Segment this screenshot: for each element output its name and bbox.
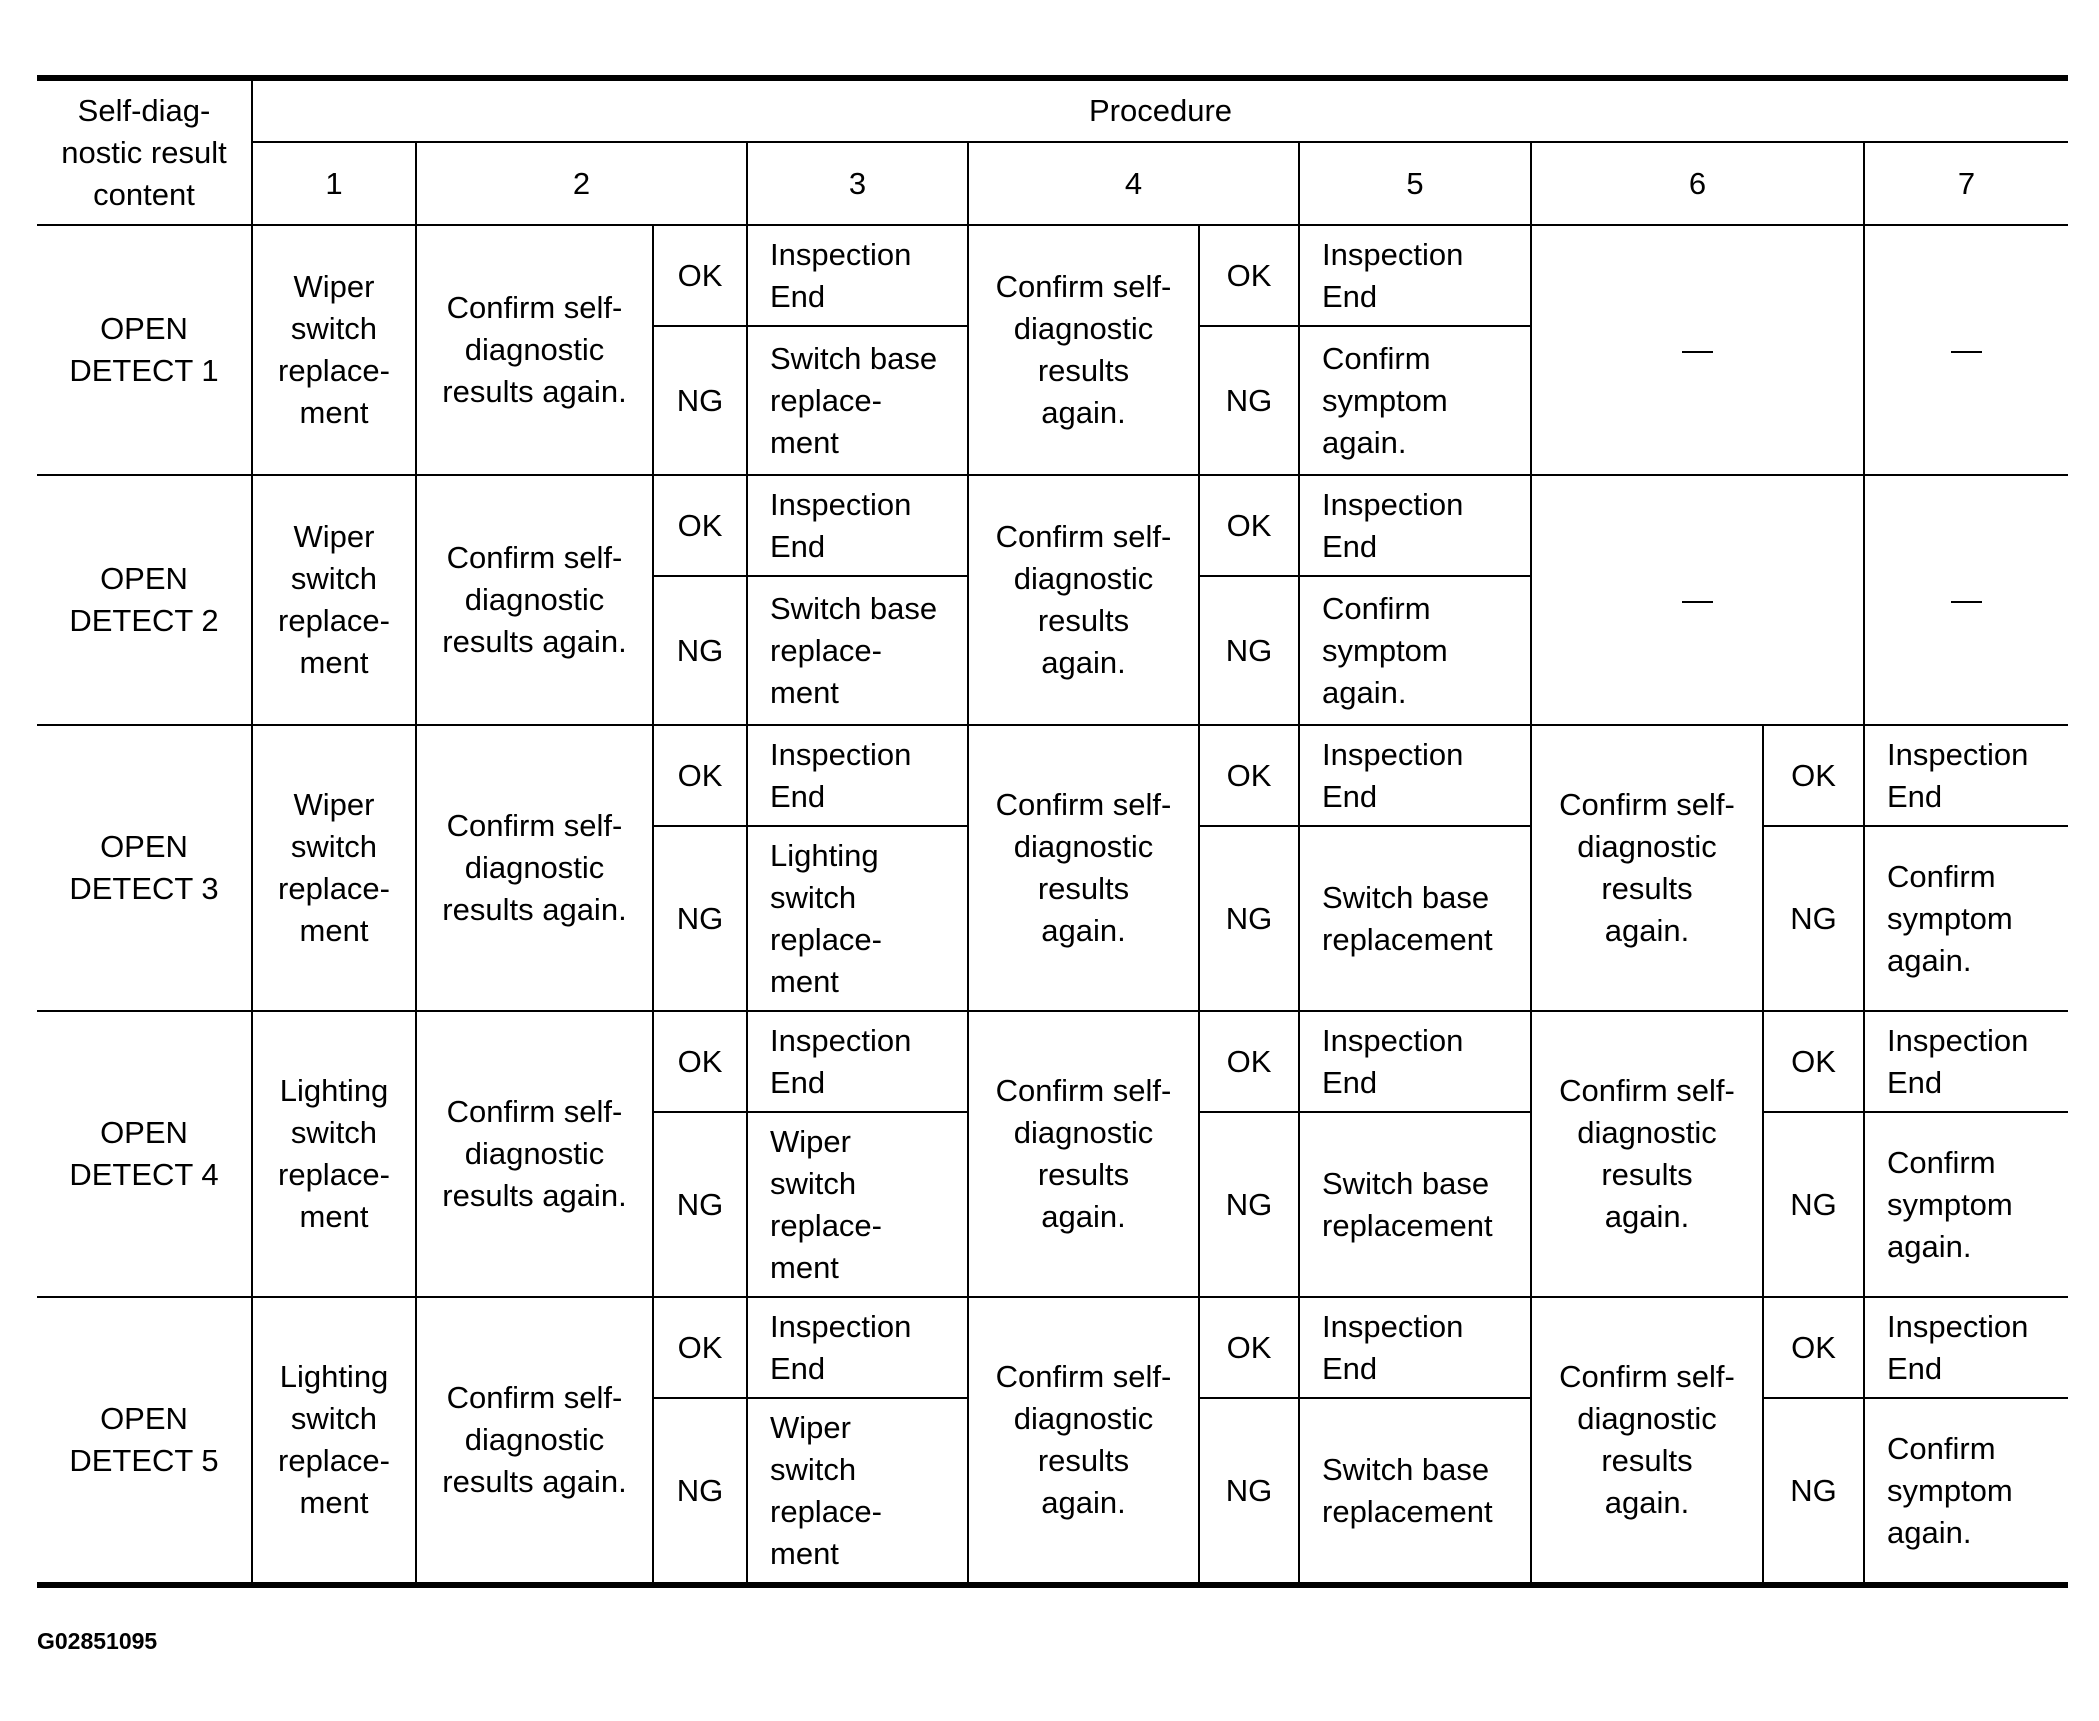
ng-label: NG bbox=[1199, 576, 1299, 725]
step2-cell: Confirm self- diagnostic results again. bbox=[416, 225, 653, 475]
header-procedure: Procedure bbox=[252, 78, 2068, 142]
step6-cell: — bbox=[1531, 475, 1864, 725]
header-step-3: 3 bbox=[747, 142, 968, 225]
step5-ok-cell: Inspection End bbox=[1299, 225, 1531, 326]
step6-cell: Confirm self- diagnostic results again. bbox=[1531, 725, 1763, 1011]
step3-ng-cell: Wiper switch replace- ment bbox=[747, 1112, 968, 1297]
step6-cell: Confirm self- diagnostic results again. bbox=[1531, 1011, 1763, 1297]
header-self-diag-result-content: Self-diag- nostic result content bbox=[37, 78, 252, 225]
step3-ng-cell: Switch base replace- ment bbox=[747, 326, 968, 475]
step2-cell: Confirm self- diagnostic results again. bbox=[416, 1011, 653, 1297]
step3-ng-cell: Lighting switch replace- ment bbox=[747, 826, 968, 1011]
step1-cell: Lighting switch replace- ment bbox=[252, 1011, 416, 1297]
header-row-steps bbox=[37, 142, 2068, 225]
ng-label: NG bbox=[653, 1398, 747, 1585]
ok-label: OK bbox=[1199, 1011, 1299, 1112]
step6-cell: Confirm self- diagnostic results again. bbox=[1531, 1297, 1763, 1585]
step5-ok-cell: Inspection End bbox=[1299, 475, 1531, 576]
step4-cell: Confirm self- diagnostic results again. bbox=[968, 1297, 1199, 1585]
table-row bbox=[37, 475, 2068, 576]
ng-label: NG bbox=[653, 326, 747, 475]
ng-label: NG bbox=[653, 576, 747, 725]
ok-label: OK bbox=[1763, 1297, 1864, 1398]
ok-label: OK bbox=[653, 225, 747, 326]
ok-label: OK bbox=[1199, 225, 1299, 326]
ok-label: OK bbox=[653, 725, 747, 826]
figure-id: G02851095 bbox=[37, 1628, 158, 1654]
ng-label: NG bbox=[1199, 826, 1299, 1011]
step5-ng-cell: Switch base replacement bbox=[1299, 1398, 1531, 1585]
step1-cell: Wiper switch replace- ment bbox=[252, 725, 416, 1011]
step1-cell: Lighting switch replace- ment bbox=[252, 1297, 416, 1585]
step5-ok-cell: Inspection End bbox=[1299, 1011, 1531, 1112]
ok-label: OK bbox=[653, 475, 747, 576]
result-cell: OPEN DETECT 5 bbox=[37, 1297, 252, 1585]
step5-ng-cell: Switch base replacement bbox=[1299, 1112, 1531, 1297]
step7-ok-cell: Inspection End bbox=[1864, 1011, 2068, 1112]
ok-label: OK bbox=[1763, 725, 1864, 826]
result-cell: OPEN DETECT 1 bbox=[37, 225, 252, 475]
step1-cell: Wiper switch replace- ment bbox=[252, 475, 416, 725]
step3-ok-cell: Inspection End bbox=[747, 475, 968, 576]
ng-label: NG bbox=[1199, 1398, 1299, 1585]
step4-cell: Confirm self- diagnostic results again. bbox=[968, 725, 1199, 1011]
step3-ok-cell: Inspection End bbox=[747, 1011, 968, 1112]
step5-ng-cell: Confirm symptom again. bbox=[1299, 326, 1531, 475]
table-row bbox=[37, 1011, 2068, 1112]
ng-label: NG bbox=[653, 1112, 747, 1297]
result-cell: OPEN DETECT 2 bbox=[37, 475, 252, 725]
header-step-2: 2 bbox=[416, 142, 747, 225]
step7-ng-cell: Confirm symptom again. bbox=[1864, 1398, 2068, 1585]
table-row bbox=[37, 225, 2068, 326]
step3-ok-cell: Inspection End bbox=[747, 1297, 968, 1398]
step4-cell: Confirm self- diagnostic results again. bbox=[968, 1011, 1199, 1297]
step3-ng-cell: Switch base replace- ment bbox=[747, 576, 968, 725]
step2-cell: Confirm self- diagnostic results again. bbox=[416, 725, 653, 1011]
step7-ok-cell: Inspection End bbox=[1864, 1297, 2068, 1398]
ng-label: NG bbox=[1199, 326, 1299, 475]
ng-label: NG bbox=[1763, 826, 1864, 1011]
step7-ng-cell: Confirm symptom again. bbox=[1864, 1112, 2068, 1297]
step3-ok-cell: Inspection End bbox=[747, 225, 968, 326]
step7-ng-cell: Confirm symptom again. bbox=[1864, 826, 2068, 1011]
step7-cell: — bbox=[1864, 225, 2068, 475]
result-cell: OPEN DETECT 3 bbox=[37, 725, 252, 1011]
step2-cell: Confirm self- diagnostic results again. bbox=[416, 1297, 653, 1585]
step5-ng-cell: Switch base replacement bbox=[1299, 826, 1531, 1011]
ok-label: OK bbox=[1763, 1011, 1864, 1112]
ok-label: OK bbox=[1199, 725, 1299, 826]
step5-ok-cell: Inspection End bbox=[1299, 1297, 1531, 1398]
step4-cell: Confirm self- diagnostic results again. bbox=[968, 475, 1199, 725]
header-step-1: 1 bbox=[252, 142, 416, 225]
step7-cell: — bbox=[1864, 475, 2068, 725]
step2-cell: Confirm self- diagnostic results again. bbox=[416, 475, 653, 725]
step1-cell: Wiper switch replace- ment bbox=[252, 225, 416, 475]
table-row bbox=[37, 1297, 2068, 1398]
header-step-5: 5 bbox=[1299, 142, 1531, 225]
step7-ok-cell: Inspection End bbox=[1864, 725, 2068, 826]
step3-ng-cell: Wiper switch replace- ment bbox=[747, 1398, 968, 1585]
header-step-4: 4 bbox=[968, 142, 1299, 225]
step3-ok-cell: Inspection End bbox=[747, 725, 968, 826]
ok-label: OK bbox=[653, 1297, 747, 1398]
step5-ng-cell: Confirm symptom again. bbox=[1299, 576, 1531, 725]
step6-cell: — bbox=[1531, 225, 1864, 475]
diagnostic-procedure-table bbox=[37, 75, 2068, 1588]
result-cell: OPEN DETECT 4 bbox=[37, 1011, 252, 1297]
step5-ok-cell: Inspection End bbox=[1299, 725, 1531, 826]
step4-cell: Confirm self- diagnostic results again. bbox=[968, 225, 1199, 475]
ok-label: OK bbox=[1199, 475, 1299, 576]
ok-label: OK bbox=[1199, 1297, 1299, 1398]
ng-label: NG bbox=[1763, 1398, 1864, 1585]
ng-label: NG bbox=[1763, 1112, 1864, 1297]
ng-label: NG bbox=[1199, 1112, 1299, 1297]
table-row bbox=[37, 725, 2068, 826]
header-step-7: 7 bbox=[1864, 142, 2068, 225]
ok-label: OK bbox=[653, 1011, 747, 1112]
header-step-6: 6 bbox=[1531, 142, 1864, 225]
header-row-procedure bbox=[37, 78, 2068, 142]
ng-label: NG bbox=[653, 826, 747, 1011]
